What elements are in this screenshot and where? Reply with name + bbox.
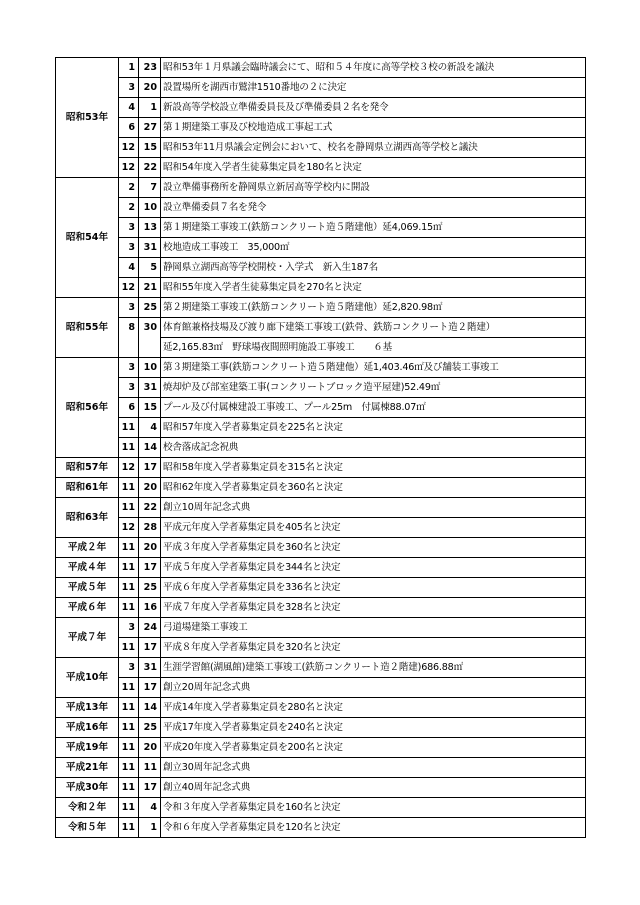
day-cell: 14	[139, 438, 161, 458]
month-cell: 11	[119, 538, 139, 558]
event-text: 平成元年度入学者募集定員を405名と決定	[161, 518, 586, 538]
event-row	[56, 698, 586, 718]
day-cell: 28	[139, 518, 161, 538]
day-cell: 1	[139, 818, 161, 838]
event-text: 令和６年度入学者募集定員を120名と決定	[161, 818, 586, 838]
day-cell: 10	[139, 198, 161, 218]
event-row	[56, 718, 586, 738]
era-cell: 令和５年	[56, 818, 119, 838]
month-cell: 11	[119, 778, 139, 798]
event-row	[56, 298, 586, 318]
event-text: 昭和53年11月県議会定例会において、校名を静岡県立湖西高等学校と議決	[161, 138, 586, 158]
event-text-continued: 延2,165.83㎡ 野球場夜間照明施設工事竣工 ６基	[161, 338, 586, 358]
era-cell: 平成２年	[56, 538, 119, 558]
month-cell: 3	[119, 238, 139, 258]
day-cell: 1	[139, 98, 161, 118]
day-cell: 20	[139, 478, 161, 498]
era-cell: 昭和57年	[56, 458, 119, 478]
month-cell: 3	[119, 658, 139, 678]
event-text: 第１期建築工事竣工(鉄筋コンクリート造５階建他）延4,069.15㎡	[161, 218, 586, 238]
month-cell: 1	[119, 58, 139, 78]
event-row	[56, 618, 586, 638]
month-cell: 11	[119, 558, 139, 578]
era-cell: 昭和63年	[56, 498, 119, 538]
event-text: 平成８年度入学者募集定員を320名と決定	[161, 638, 586, 658]
event-row	[56, 118, 586, 138]
month-cell: 11	[119, 738, 139, 758]
day-cell: 25	[139, 298, 161, 318]
day-cell: 14	[139, 698, 161, 718]
month-cell: 11	[119, 798, 139, 818]
era-cell: 昭和56年	[56, 358, 119, 458]
event-row	[56, 318, 586, 338]
month-cell: 11	[119, 498, 139, 518]
month-cell: 11	[119, 698, 139, 718]
month-cell: 3	[119, 358, 139, 378]
event-text: 平成20年度入学者募集定員を200名と決定	[161, 738, 586, 758]
event-text: 弓道場建築工事竣工	[161, 618, 586, 638]
era-cell: 平成30年	[56, 778, 119, 798]
day-cell: 17	[139, 678, 161, 698]
event-row	[56, 158, 586, 178]
event-text: 設立準備委員７名を発令	[161, 198, 586, 218]
event-row	[56, 578, 586, 598]
era-cell: 昭和54年	[56, 178, 119, 298]
era-cell: 平成４年	[56, 558, 119, 578]
era-cell: 平成13年	[56, 698, 119, 718]
month-cell: 6	[119, 118, 139, 138]
event-row	[56, 518, 586, 538]
day-cell: 13	[139, 218, 161, 238]
event-row	[56, 358, 586, 378]
event-row	[56, 98, 586, 118]
event-row	[56, 238, 586, 258]
event-text: プール及び付属棟建設工事竣工、プール25m 付属棟88.07㎡	[161, 398, 586, 418]
era-cell: 平成21年	[56, 758, 119, 778]
month-cell: 11	[119, 578, 139, 598]
event-text: 昭和62年度入学者募集定員を360名と決定	[161, 478, 586, 498]
event-row	[56, 418, 586, 438]
day-cell: 20	[139, 78, 161, 98]
day-cell: 10	[139, 358, 161, 378]
event-row	[56, 798, 586, 818]
day-cell: 25	[139, 718, 161, 738]
day-cell: 27	[139, 118, 161, 138]
month-cell: 12	[119, 458, 139, 478]
month-cell: 4	[119, 98, 139, 118]
era-cell: 昭和53年	[56, 58, 119, 178]
month-cell: 3	[119, 378, 139, 398]
day-cell: 20	[139, 538, 161, 558]
event-text: 校舎落成記念祝典	[161, 438, 586, 458]
era-cell: 平成19年	[56, 738, 119, 758]
month-cell: 11	[119, 678, 139, 698]
day-cell: 15	[139, 138, 161, 158]
era-cell: 令和２年	[56, 798, 119, 818]
event-row	[56, 738, 586, 758]
month-cell: 11	[119, 478, 139, 498]
event-text: 創立20周年記念式典	[161, 678, 586, 698]
event-text: 第３期建築工事(鉄筋コンクリート造５階建他）延1,403.46㎡及び舗装工事竣工	[161, 358, 586, 378]
month-cell-empty	[119, 338, 139, 358]
event-row	[56, 638, 586, 658]
event-text: 平成14年度入学者募集定員を280名と決定	[161, 698, 586, 718]
event-row	[56, 138, 586, 158]
event-row	[56, 758, 586, 778]
month-cell: 3	[119, 298, 139, 318]
month-cell: 2	[119, 198, 139, 218]
event-row	[56, 658, 586, 678]
day-cell: 23	[139, 58, 161, 78]
event-row	[56, 378, 586, 398]
day-cell: 17	[139, 638, 161, 658]
school-history-table	[55, 57, 586, 838]
event-text: 生涯学習館(湖風館)建築工事竣工(鉄筋コンクリート造２階建)686.88㎡	[161, 658, 586, 678]
day-cell: 5	[139, 258, 161, 278]
event-row	[56, 818, 586, 838]
event-row	[56, 458, 586, 478]
day-cell: 17	[139, 458, 161, 478]
event-row	[56, 218, 586, 238]
day-cell: 11	[139, 758, 161, 778]
month-cell: 11	[119, 418, 139, 438]
month-cell: 12	[119, 278, 139, 298]
day-cell: 30	[139, 318, 161, 338]
event-row	[56, 198, 586, 218]
event-text: 令和３年度入学者募集定員を160名と決定	[161, 798, 586, 818]
month-cell: 11	[119, 638, 139, 658]
month-cell: 3	[119, 78, 139, 98]
event-text: 創立30周年記念式典	[161, 758, 586, 778]
event-row	[56, 438, 586, 458]
event-row	[56, 558, 586, 578]
month-cell: 12	[119, 138, 139, 158]
event-row	[56, 538, 586, 558]
month-cell: 12	[119, 158, 139, 178]
month-cell: 3	[119, 218, 139, 238]
month-cell: 11	[119, 438, 139, 458]
era-cell: 昭和61年	[56, 478, 119, 498]
month-cell: 2	[119, 178, 139, 198]
event-row	[56, 178, 586, 198]
event-text: 昭和53年１月県議会臨時議会にて、昭和５４年度に高等学校３校の新設を議決	[161, 58, 586, 78]
event-row	[56, 778, 586, 798]
month-cell: 11	[119, 718, 139, 738]
day-cell: 31	[139, 658, 161, 678]
day-cell: 15	[139, 398, 161, 418]
month-cell: 8	[119, 318, 139, 338]
event-row	[56, 478, 586, 498]
day-cell: 17	[139, 558, 161, 578]
month-cell: 11	[119, 598, 139, 618]
day-cell: 31	[139, 378, 161, 398]
event-text: 第１期建築工事及び校地造成工事起工式	[161, 118, 586, 138]
event-row	[56, 278, 586, 298]
event-row	[56, 78, 586, 98]
day-cell: 20	[139, 738, 161, 758]
day-cell-empty	[139, 338, 161, 358]
day-cell: 31	[139, 238, 161, 258]
month-cell: 6	[119, 398, 139, 418]
era-cell: 平成16年	[56, 718, 119, 738]
event-row	[56, 398, 586, 418]
event-row	[56, 678, 586, 698]
era-cell: 昭和55年	[56, 298, 119, 358]
era-cell: 平成５年	[56, 578, 119, 598]
month-cell: 11	[119, 758, 139, 778]
month-cell: 3	[119, 618, 139, 638]
event-row	[56, 58, 586, 78]
event-text: 第２期建築工事竣工(鉄筋コンクリート造５階建他）延2,820.98㎡	[161, 298, 586, 318]
event-text: 平成５年度入学者募集定員を344名と決定	[161, 558, 586, 578]
event-text: 昭和57年度入学者募集定員を225名と決定	[161, 418, 586, 438]
event-text: 昭和58年度入学者募集定員を315名と決定	[161, 458, 586, 478]
month-cell: 11	[119, 818, 139, 838]
event-text: 体育館兼格技場及び渡り廊下建築工事竣工(鉄骨、鉄筋コンクリート造２階建）	[161, 318, 586, 338]
day-cell: 4	[139, 798, 161, 818]
event-row	[56, 598, 586, 618]
month-cell: 4	[119, 258, 139, 278]
event-text: 昭和54年度入学者生徒募集定員を180名と決定	[161, 158, 586, 178]
day-cell: 22	[139, 498, 161, 518]
era-cell: 平成６年	[56, 598, 119, 618]
day-cell: 17	[139, 778, 161, 798]
event-text: 平成７年度入学者募集定員を328名と決定	[161, 598, 586, 618]
event-text: 新設高等学校設立準備委員長及び準備委員２名を発令	[161, 98, 586, 118]
event-text: 昭和55年度入学者生徒募集定員を270名と決定	[161, 278, 586, 298]
day-cell: 22	[139, 158, 161, 178]
day-cell: 21	[139, 278, 161, 298]
event-text: 創立10周年記念式典	[161, 498, 586, 518]
event-text: 設立準備事務所を静岡県立新居高等学校内に開設	[161, 178, 586, 198]
event-text: 設置場所を湖西市鷲津1510番地の２に決定	[161, 78, 586, 98]
event-text: 静岡県立湖西高等学校開校・入学式 新入生187名	[161, 258, 586, 278]
event-text: 創立40周年記念式典	[161, 778, 586, 798]
event-text: 焼却炉及び部室建築工事(コンクリートブロック造平屋建)52.49㎡	[161, 378, 586, 398]
month-cell: 12	[119, 518, 139, 538]
day-cell: 16	[139, 598, 161, 618]
event-row-continued	[56, 338, 586, 358]
event-row	[56, 258, 586, 278]
era-cell: 平成７年	[56, 618, 119, 658]
day-cell: 25	[139, 578, 161, 598]
day-cell: 7	[139, 178, 161, 198]
event-text: 平成３年度入学者募集定員を360名と決定	[161, 538, 586, 558]
event-text: 平成17年度入学者募集定員を240名と決定	[161, 718, 586, 738]
day-cell: 24	[139, 618, 161, 638]
day-cell: 4	[139, 418, 161, 438]
event-row	[56, 498, 586, 518]
event-text: 校地造成工事竣工 35,000㎡	[161, 238, 586, 258]
era-cell: 平成10年	[56, 658, 119, 698]
event-text: 平成６年度入学者募集定員を336名と決定	[161, 578, 586, 598]
